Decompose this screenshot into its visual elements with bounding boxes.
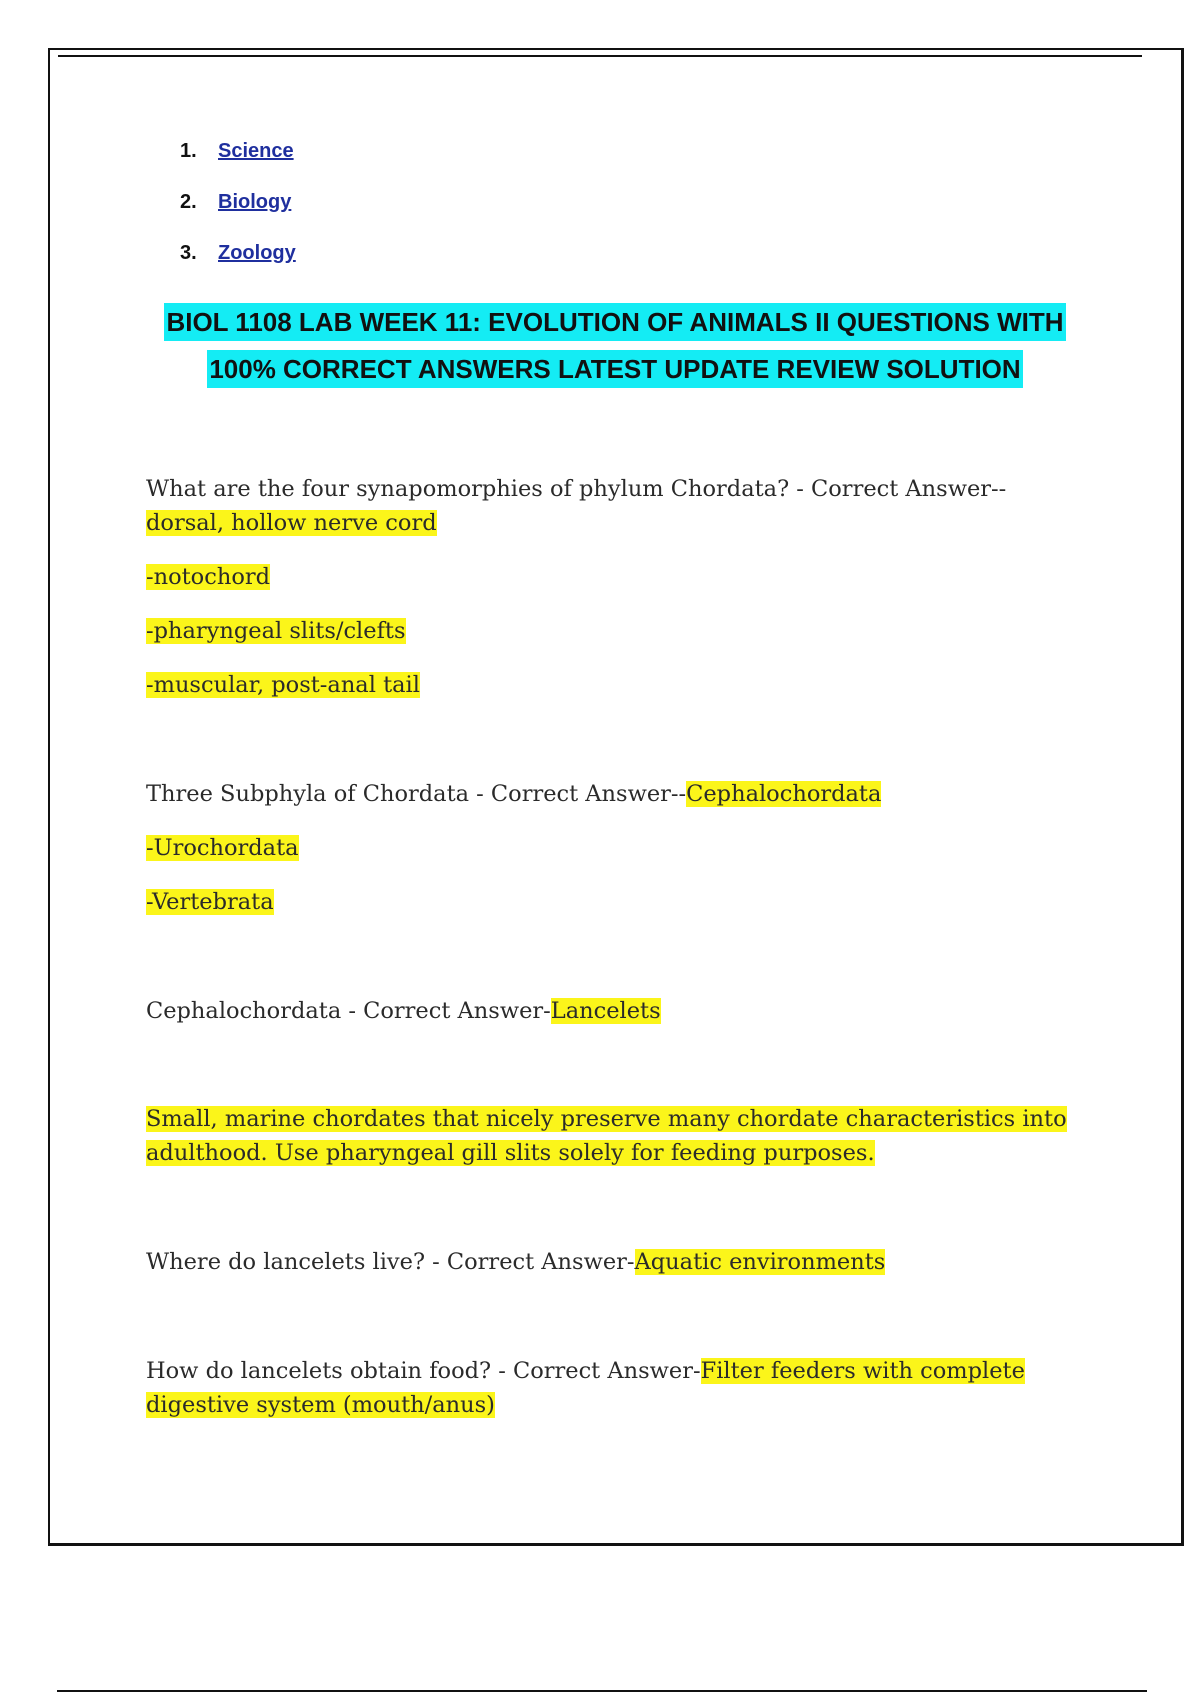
answer-line [146,560,270,594]
answer-highlight: digestive system (mouth/anus) [146,1392,495,1418]
question-text: Cephalochordata - Correct Answer- [146,998,551,1024]
question-text: What are the four synapomorphies of phylum Chordata? - Correct Answer-- [146,476,1007,502]
answer-line [146,1136,875,1170]
answer-line [146,1102,1067,1136]
answer-highlight: Aquatic environments [634,1249,886,1275]
breadcrumb-link-science[interactable]: Science [218,140,294,162]
answer-highlight: Lancelets [550,998,661,1024]
document-title [120,299,1110,393]
question-text: How do lancelets obtain food? - Correct Answer- [146,1358,701,1384]
question-text: Three Subphyla of Chordata - Correct Answer-- [146,781,687,807]
title-line-1: BIOL 1108 LAB WEEK 11: EVOLUTION OF ANIMALS II QUESTIONS WITH [164,303,1065,341]
answer-highlight: -notochord [146,564,271,590]
answer-highlight: Filter feeders with complete [700,1358,1025,1384]
top-rule [58,55,1142,57]
answer-line [146,1388,495,1422]
breadcrumb-number: 1. [180,140,197,162]
answer-highlight: adulthood. Use pharyngeal gill slits solely for feeding purposes. [146,1140,875,1166]
breadcrumb-item-zoology [180,242,296,293]
answer-highlight: Cephalochordata [686,781,882,807]
answer-highlight: -Vertebrata [146,889,274,915]
answer-highlight: Small, marine chordates that nicely preserve many chordate characteristics into [146,1106,1067,1132]
breadcrumb [180,140,296,293]
breadcrumb-item-science [180,140,296,191]
breadcrumb-link-zoology[interactable]: Zoology [218,242,296,264]
answer-line [146,668,420,702]
answer-highlight: -pharyngeal slits/clefts [146,618,406,644]
answer-line [146,831,299,865]
answer-highlight: dorsal, hollow nerve cord [146,510,437,536]
question-text: Where do lancelets live? - Correct Answer- [146,1249,635,1275]
title-line-2: 100% CORRECT ANSWERS LATEST UPDATE REVIEW SOLUTION [207,350,1022,388]
breadcrumb-number: 3. [180,242,197,264]
answer-highlight: -Urochordata [146,835,299,861]
bottom-rule [57,1690,1147,1692]
question-line [146,1245,885,1279]
question-line [146,994,661,1028]
answer-line [146,885,274,919]
answer-highlight: -muscular, post-anal tail [146,672,420,698]
breadcrumb-number: 2. [180,191,197,213]
breadcrumb-item-biology [180,191,296,242]
question-line [146,777,881,811]
breadcrumb-link-biology[interactable]: Biology [218,191,292,213]
answer-line [146,506,437,540]
question-line [146,1354,1025,1388]
answer-line [146,614,406,648]
